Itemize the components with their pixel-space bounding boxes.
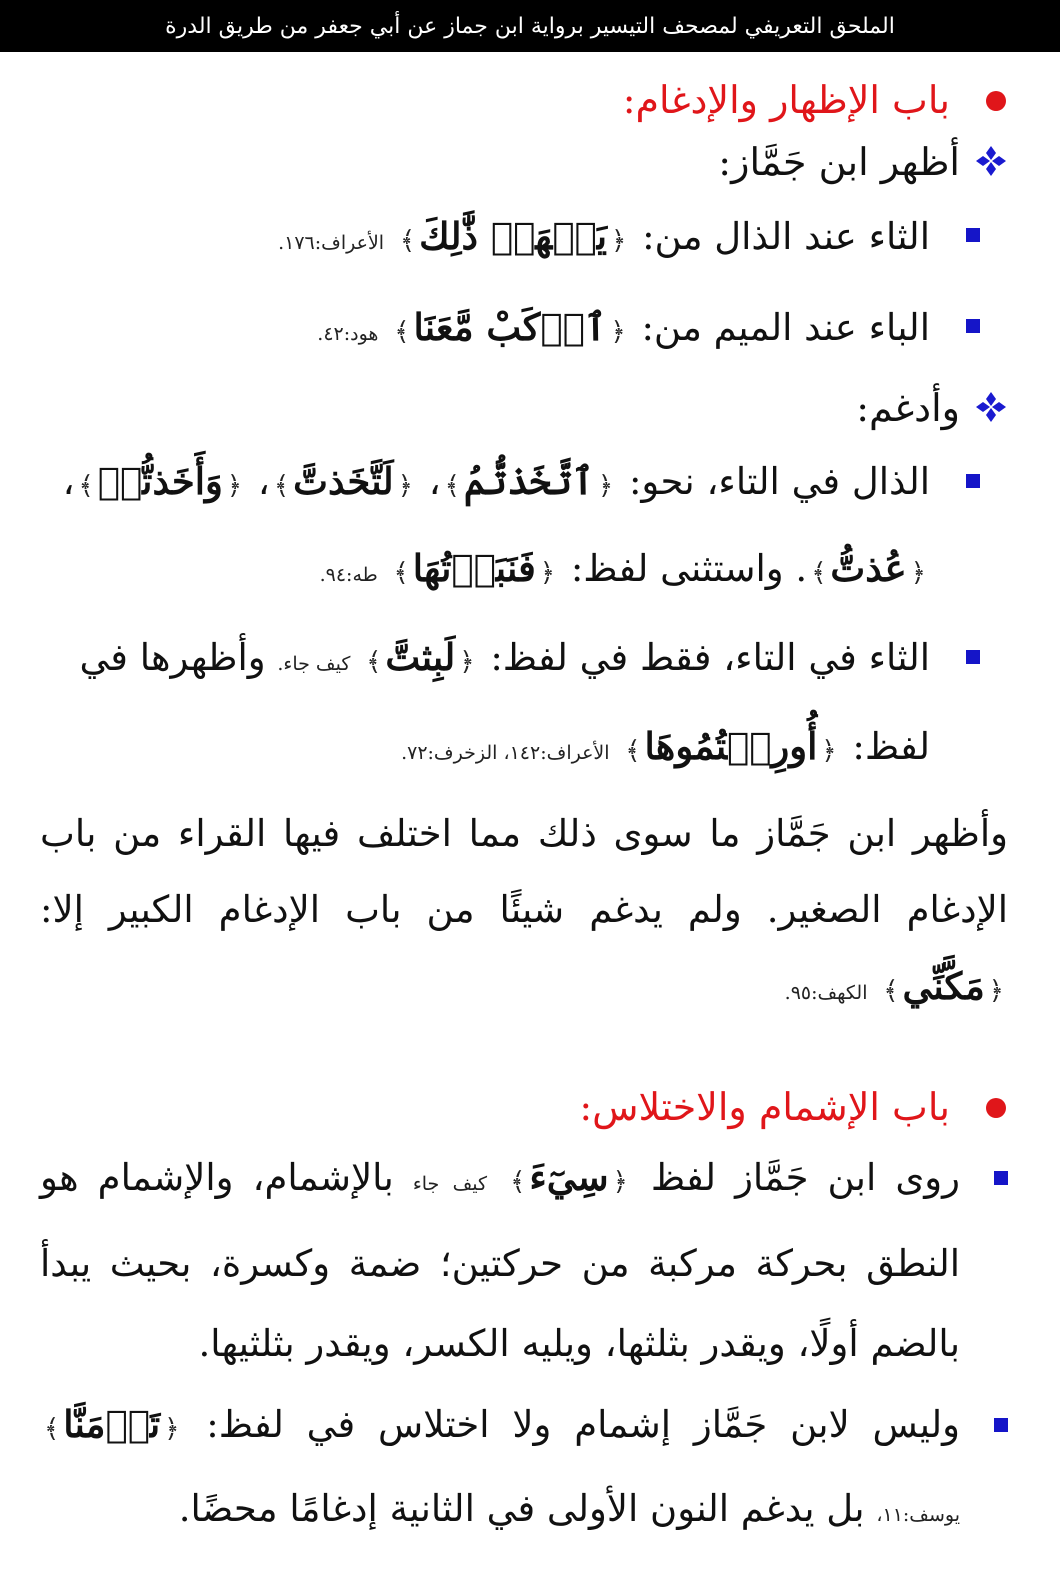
red-bullet-icon — [986, 1098, 1006, 1118]
subheading-idgham — [40, 376, 1008, 440]
verse-reference: الأعراف:١٤٢، الزخرف:٧٢. — [401, 742, 610, 764]
list-item — [40, 285, 1008, 376]
item-text: الذال في التاء، نحو: — [628, 460, 930, 503]
paragraph-text: وأظهر ابن جَمَّاز ما سوى ذلك مما اختلف فيها القراء من باب الإدغام الصغير. ولم يدغم شيئًا من باب الإدغام الكبير إلا: — [40, 812, 1008, 931]
subheading-text: أظهر ابن جَمَّاز: — [718, 140, 960, 184]
section-title: باب الإظهار والإدغام: — [622, 78, 950, 122]
paragraph: وأظهر ابن جَمَّاز ما سوى ذلك مما اختلف فيها القراء من باب الإدغام الصغير. ولم يدغم شيئًا من باب الإدغام الكبير إلا: ﴿مَكَّنِّي﴾ الكهف:٩٥. — [40, 812, 1008, 1008]
quran-bracket-open: ﴿ — [610, 317, 626, 347]
list-item: روى ابن جَمَّاز لفظ ﴿سِيٓءَ﴾ كيف جاء بالإشمام، والإشمام هو النطق بحركة مركبة من حركتين؛ ضمة وكسرة، بحيث يبدأ بالضم أولًا، ويقدر بثلثها، ويليه الكسر، ويقدر بثلثيها. — [40, 1137, 1008, 1384]
quran-word: أُورِثۡتُمُوهَا — [644, 724, 818, 768]
quran-word: يَلۡهَثۚ ذَّٰلِكَ — [419, 214, 608, 258]
section-ishmam — [40, 1077, 1008, 1555]
section-heading-izhar-idgham — [40, 70, 1008, 130]
four-diamond-icon — [974, 144, 1008, 178]
quran-word: لَتَّخَذتَّ — [293, 459, 394, 503]
quran-bracket-open: ﴿ — [611, 226, 627, 256]
item-text: بالإشمام، والإشمام هو النطق بحركة مركبة من حركتين؛ ضمة وكسرة، بحيث يبدأ بالضم أولًا، ويقدر بثلثها، ويليه الكسر، ويقدر بثلثيها. — [40, 1156, 960, 1365]
verse-reference: هود:٤٢. — [317, 323, 379, 345]
item-text: روى ابن جَمَّاز لفظ — [650, 1156, 961, 1199]
blue-square-bullet-icon — [994, 1171, 1008, 1185]
quran-word: تَأۡمَنَّا — [63, 1402, 161, 1446]
blue-square-bullet-icon — [966, 228, 980, 242]
separator: ، — [257, 460, 270, 503]
quran-word: ٱتَّخَذتُّمُ — [463, 459, 594, 503]
item-text: الثاء في التاء، فقط في لفظ: — [490, 636, 930, 679]
list-item: وليس لابن جَمَّاز إشمام ولا اختلاس في لفظ: ﴿تَأۡمَنَّا﴾ يوسف:١١، بل يدغم النون الأولى في الثانية إدغامًا محضًا. — [40, 1384, 1008, 1555]
quran-word: سِيٓءَ — [529, 1155, 609, 1199]
blue-square-bullet-icon — [994, 1418, 1008, 1432]
item-text: الباء عند الميم من: — [641, 306, 930, 349]
header-title: الملحق التعريفي لمصحف التيسير برواية ابن جماز عن أبي جعفر من طريق الدرة — [165, 13, 895, 39]
separator: ، — [62, 460, 75, 503]
note-text: كيف جاء. — [277, 653, 351, 675]
verse-reference: الأعراف:١٧٦. — [278, 232, 385, 254]
list-item: الذال في التاء، نحو: ﴿ٱتَّخَذتُّمُ﴾، ﴿لَتَّخَذتَّ﴾، ﴿وَأَخَذتُّمۡ﴾، ﴿عُذتُّ﴾. واستثنى لفظ: ﴿فَنَبَذۡتُهَا﴾ طه:٩٤. — [40, 440, 1008, 616]
blue-square-bullet-icon — [966, 474, 980, 488]
quran-word: لَبِثتَّ — [385, 635, 456, 679]
item-text: وليس لابن جَمَّاز إشمام ولا اختلاس في لفظ: — [206, 1403, 960, 1446]
quran-word: وَأَخَذتُّمۡ — [97, 459, 223, 503]
blue-square-bullet-icon — [966, 650, 980, 664]
quran-bracket-close: ﴾ — [394, 317, 410, 347]
list-item: الثاء في التاء، فقط في لفظ: ﴿لَبِثتَّ﴾ كيف جاء. وأظهرها في لفظ: ﴿أُورِثۡتُمُوهَا﴾ الأعراف:١٤٢، الزخرف:٧٢. — [40, 616, 1008, 794]
note-text: كيف جاء — [412, 1173, 488, 1195]
quran-word: فَنَبَذۡتُهَا — [412, 546, 536, 590]
subheading-text: وأدغم: — [856, 386, 960, 430]
quran-word: مَكَّنِّي — [902, 964, 985, 1008]
quran-word: عُذتُّ — [830, 546, 907, 590]
quran-word: ٱرۡكَبْ مَّعَنَا — [413, 305, 607, 349]
item-text: الثاء عند الذال من: — [642, 215, 930, 258]
blue-square-bullet-icon — [966, 319, 980, 333]
item-text: . واستثنى لفظ: — [570, 547, 808, 590]
page-content — [0, 52, 1060, 1555]
verse-reference: الكهف:٩٥. — [784, 982, 868, 1004]
section-title: باب الإشمام والاختلاس: — [579, 1085, 950, 1129]
four-diamond-icon — [974, 390, 1008, 424]
verse-reference: يوسف:١١، — [876, 1504, 960, 1526]
list-item — [40, 194, 1008, 285]
section-heading-ishmam — [40, 1077, 1008, 1137]
page-header — [0, 0, 1060, 52]
verse-reference: طه:٩٤. — [319, 564, 378, 586]
quran-bracket-close: ﴾ — [399, 226, 416, 256]
item-text: وأظهرها في لفظ: — [79, 636, 930, 768]
subheading-izhar — [40, 130, 1008, 194]
separator: ، — [428, 460, 441, 503]
item-text: بل يدغم النون الأولى في الثانية إدغامًا محضًا. — [178, 1487, 865, 1530]
red-bullet-icon — [986, 91, 1006, 111]
